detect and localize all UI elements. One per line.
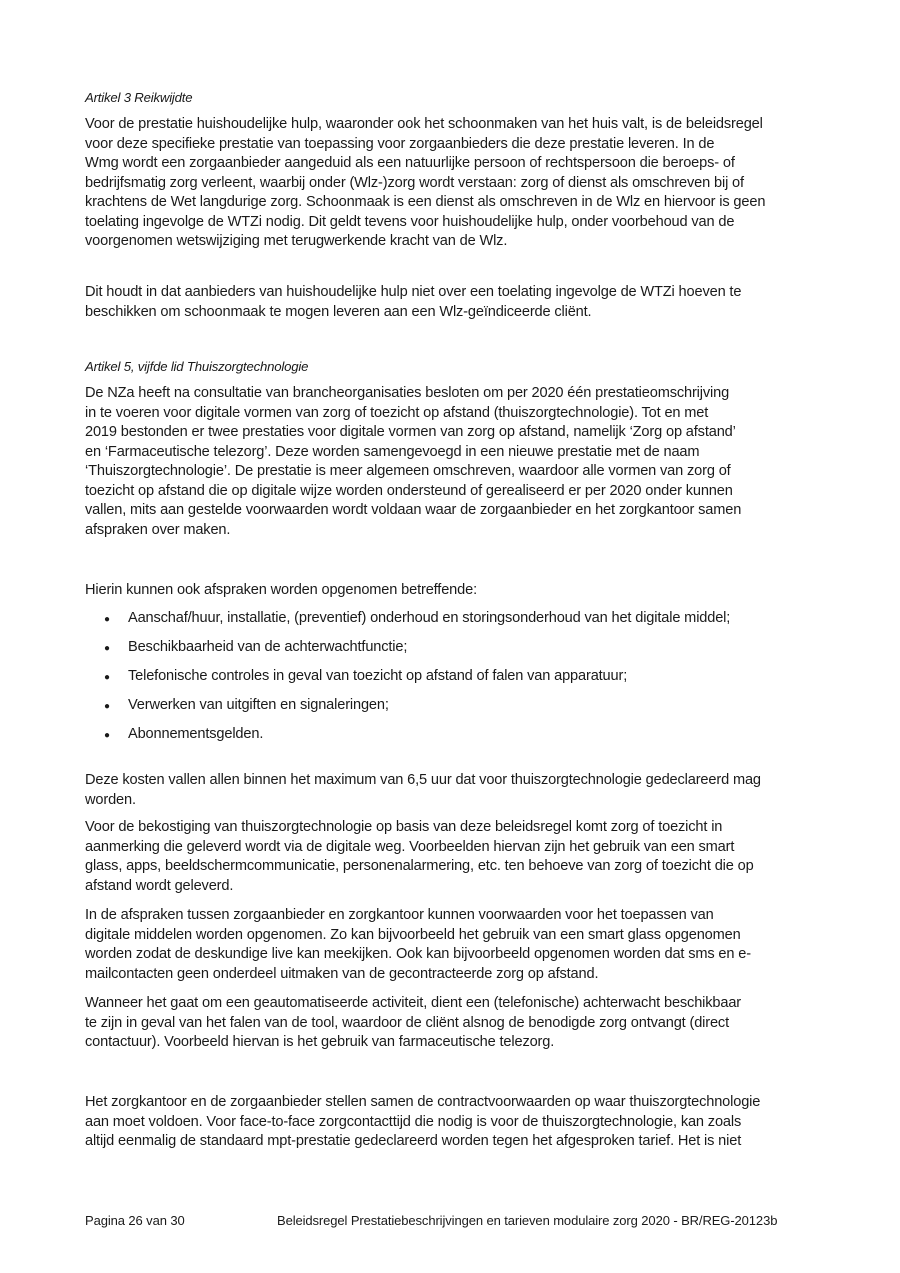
text-line: 2019 bestonden er twee prestaties voor digitale vormen van zorg op afstand, namelijk ‘Zorg op afstand’ bbox=[85, 424, 736, 440]
text-line: voor deze specifieke prestatie van toepassing voor zorgaanbieders die deze prestatie leveren. In de bbox=[85, 135, 715, 152]
bullet-icon: ● bbox=[104, 672, 111, 683]
text-line: De NZa heeft na consultatie van brancheorganisaties besloten om per 2020 één prestatieomschrijving bbox=[85, 385, 730, 401]
text-line: glass, apps, beeldschermcommunicatie, personenalarmering, etc. ten behoeve van zorg of toezicht die op bbox=[85, 858, 754, 874]
text-line: toezicht op afstand die op digitale wijze worden ondersteund of gerealiseerd er per 2020 onder kunnen bbox=[85, 482, 733, 499]
section-heading-artikel-3: Artikel 3 Reikwijdte bbox=[85, 90, 193, 105]
list-item-text: Verwerken van uitgiften en signaleringen; bbox=[128, 697, 389, 713]
text-line: In de afspraken tussen zorgaanbieder en zorgkantoor kunnen voorwaarden voor het toepassen van bbox=[85, 907, 714, 923]
text-line: Wmg wordt een zorgaanbieder aangeduid als een natuurlijke persoon of rechtspersoon die beroeps- of bbox=[85, 155, 735, 171]
text-line: te zijn in geval van het falen van de tool, waardoor de cliënt alsnog de benodigde zorg ontvangt (direct bbox=[85, 1014, 729, 1031]
list-item-text: Telefonische controles in geval van toezicht op afstand of falen van apparatuur; bbox=[128, 668, 628, 684]
text-line: afspraken over maken. bbox=[85, 521, 231, 538]
text-line: en ‘Farmaceutische telezorg’. Deze worden samengevoegd in een nieuwe prestatie met de naam bbox=[85, 443, 700, 460]
text-line: in te voeren voor digitale vormen van zorg of toezicht op afstand (thuiszorgtechnologie). Tot en met bbox=[85, 404, 709, 421]
bullet-icon: ● bbox=[104, 614, 111, 625]
text-line: worden. bbox=[85, 791, 136, 808]
text-line: Voor de prestatie huishoudelijke hulp, waaronder ook het schoonmaken van het huis valt, is de beleidsregel bbox=[85, 116, 763, 132]
page-number: Pagina 26 van 30 bbox=[85, 1213, 185, 1228]
bullet-list-intro: Hierin kunnen ook afspraken worden opgenomen betreffende: bbox=[85, 582, 477, 598]
text-line: Deze kosten vallen allen binnen het maximum van 6,5 uur dat voor thuiszorgtechnologie gedeclareerd mag bbox=[85, 772, 761, 788]
text-line: voorgenomen wetswijziging met terugwerkende kracht van de Wlz. bbox=[85, 233, 508, 249]
text-line: Voor de bekostiging van thuiszorgtechnologie op basis van deze beleidsregel komt zorg of toezicht in bbox=[85, 819, 723, 835]
footer-document-title: Beleidsregel Prestatiebeschrijvingen en tarieven modulaire zorg 2020 - BR/REG-20123b bbox=[277, 1213, 778, 1228]
list-item-text: Aanschaf/huur, installatie, (preventief) onderhoud en storingsonderhoud van het digitale middel; bbox=[128, 610, 731, 626]
list-item-text: Abonnementsgelden. bbox=[128, 726, 264, 742]
text-line: vallen, mits aan gestelde voorwaarden wordt voldaan waar de zorgaanbieder en het zorgkantoor samen bbox=[85, 502, 742, 518]
text-line: contactuur). Voorbeeld hiervan is het gebruik van farmaceutische telezorg. bbox=[85, 1034, 555, 1050]
text-line: Dit houdt in dat aanbieders van huishoudelijke hulp niet over een toelating ingevolge de WTZi hoeven te bbox=[85, 284, 742, 300]
text-line: beschikken om schoonmaak te mogen leveren aan een Wlz-geïndiceerde cliënt. bbox=[85, 303, 592, 320]
text-line: Wanneer het gaat om een geautomatiseerde activiteit, dient een (telefonische) achterwacht beschikbaar bbox=[85, 995, 742, 1011]
text-line: toelating ingevolge de WTZi nodig. Dit geldt tevens voor huishoudelijke hulp, onder voorbehoud van de bbox=[85, 213, 735, 230]
text-line: mailcontacten geen onderdeel uitmaken van de gecontracteerde zorg op afstand. bbox=[85, 965, 599, 982]
text-line: afstand wordt geleverd. bbox=[85, 877, 234, 894]
list-item-text: Beschikbaarheid van de achterwachtfunctie; bbox=[128, 639, 408, 655]
text-line: aan moet voldoen. Voor face-to-face zorgcontacttijd die nodig is voor de thuiszorgtechnologie, kan zoals bbox=[85, 1113, 742, 1130]
text-line: ‘Thuiszorgtechnologie’. De prestatie is meer algemeen omschreven, waardoor alle vormen van zorg of bbox=[85, 463, 731, 479]
text-line: aanmerking die geleverd wordt via de digitale weg. Voorbeelden hiervan zijn het gebruik van een smart bbox=[85, 838, 735, 855]
text-line: worden zodat de deskundige live kan meekijken. Ook kan bijvoorbeeld opgenomen worden dat sms en e- bbox=[85, 946, 751, 962]
text-line: digitale middelen worden opgenomen. Zo kan bijvoorbeeld het gebruik van een smart glass opgenomen bbox=[85, 926, 741, 943]
text-line: krachtens de Wet langdurige zorg. Schoonmaak is een dienst als omschreven in de Wlz en hiervoor is geen bbox=[85, 194, 766, 210]
bullet-icon: ● bbox=[104, 643, 111, 654]
section-heading-artikel-5: Artikel 5, vijfde lid Thuiszorgtechnologie bbox=[85, 359, 309, 374]
text-line: altijd eenmalig de standaard mpt-prestatie gedeclareerd worden tegen het afgesproken tarief. Het is niet bbox=[85, 1133, 742, 1149]
text-line: Het zorgkantoor en de zorgaanbieder stellen samen de contractvoorwaarden op waar thuiszorgtechnologie bbox=[85, 1094, 761, 1110]
bullet-icon: ● bbox=[104, 730, 111, 741]
bullet-icon: ● bbox=[104, 701, 111, 712]
text-line: bedrijfsmatig zorg verleent, waarbij onder (Wlz-)zorg wordt verstaan: zorg of dienst als omschreven bij of bbox=[85, 174, 744, 191]
